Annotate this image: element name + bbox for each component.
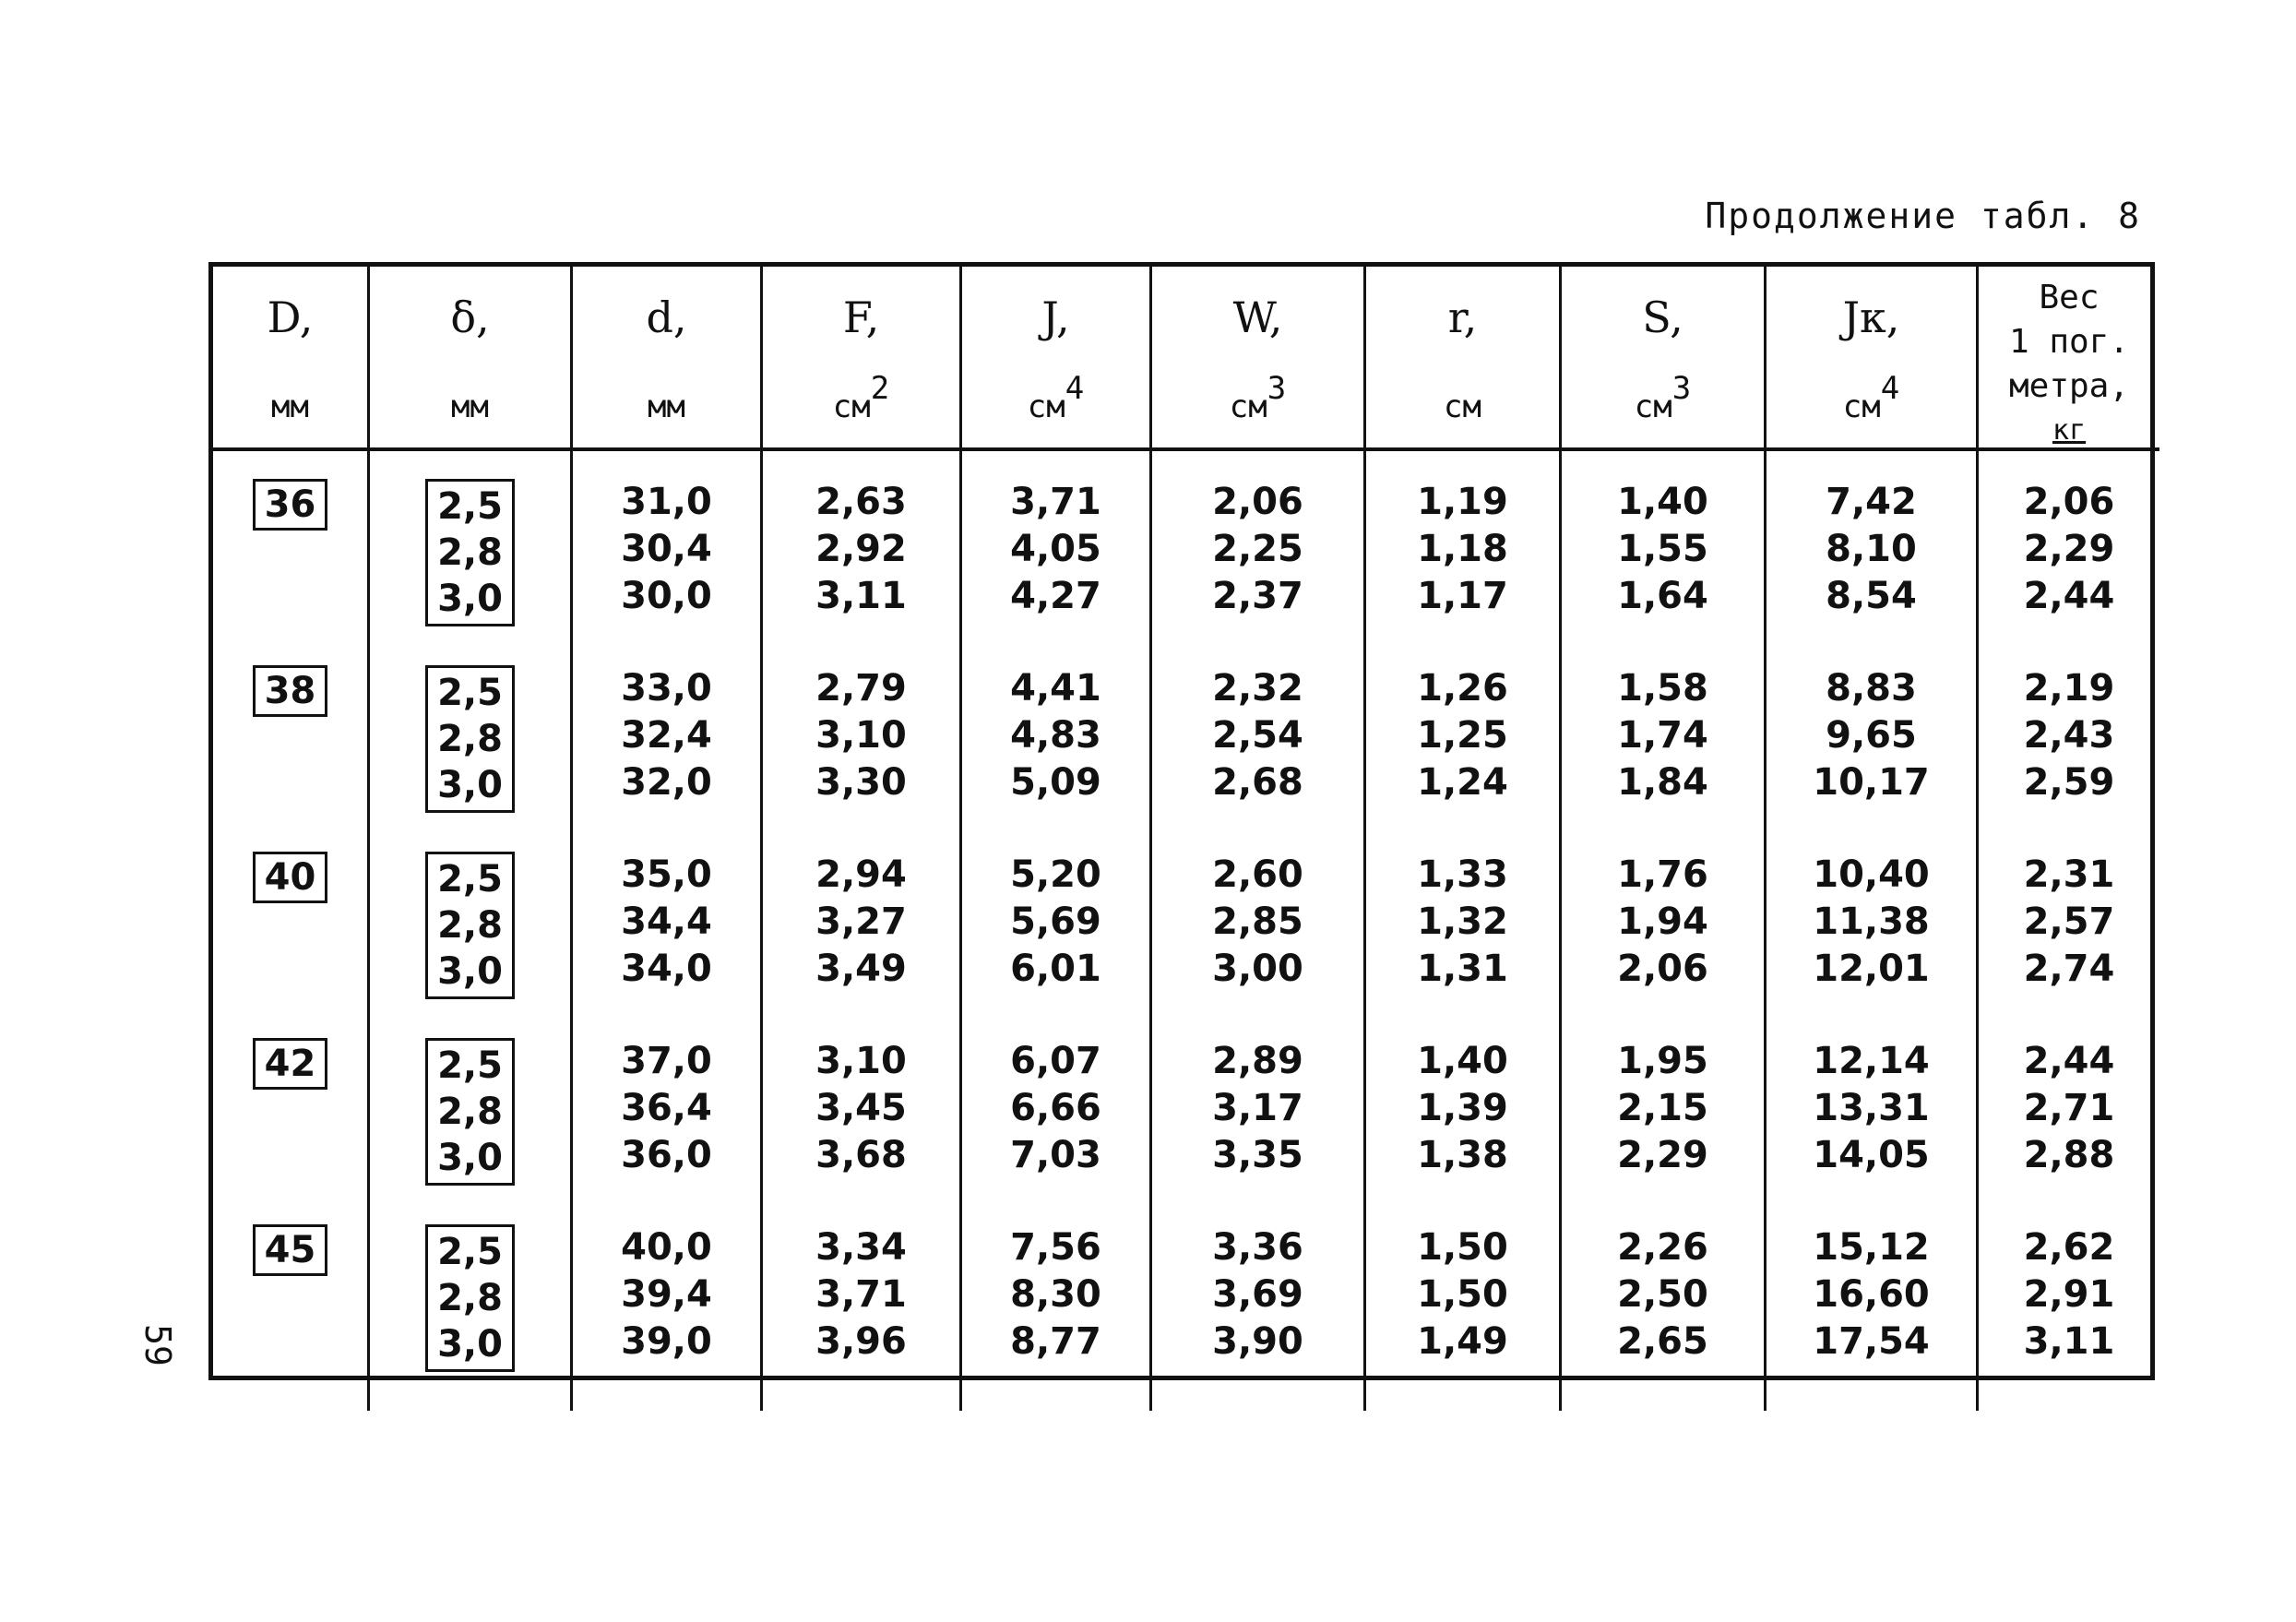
cell-value-F: 3,96 bbox=[815, 1320, 907, 1363]
cell-value-F: 2,92 bbox=[815, 528, 907, 570]
cell-value-S: 1,58 bbox=[1617, 667, 1708, 710]
group-0-D bbox=[213, 479, 367, 665]
group-3-W bbox=[1152, 1038, 1363, 1224]
group-3-r bbox=[1366, 1038, 1559, 1224]
thickness-value: 3,0 bbox=[437, 1137, 503, 1179]
cell-value-weight: 2,59 bbox=[2023, 761, 2115, 804]
cell-value-Jk: 8,10 bbox=[1826, 528, 1917, 570]
header-weight bbox=[1979, 267, 2159, 451]
outer-diameter-value: 38 bbox=[253, 665, 328, 717]
thickness-value: 2,5 bbox=[437, 485, 503, 528]
column-W bbox=[1152, 451, 1366, 1411]
group-0-delta bbox=[370, 479, 570, 665]
cell-value-r: 1,38 bbox=[1417, 1134, 1508, 1176]
thickness-value: 2,5 bbox=[437, 1231, 503, 1273]
group-3-Jk bbox=[1767, 1038, 1976, 1224]
header-symbol: F, bbox=[842, 292, 880, 342]
cell-value-F: 3,27 bbox=[815, 900, 907, 943]
cell-value-F: 3,45 bbox=[815, 1087, 907, 1129]
group-0-F bbox=[763, 479, 959, 665]
header-weight-line2: 1 пог. bbox=[2008, 323, 2130, 361]
thickness-value: 2,8 bbox=[437, 1091, 503, 1133]
group-2-J bbox=[962, 852, 1149, 1038]
cell-value-r: 1,19 bbox=[1417, 481, 1508, 523]
group-0-J bbox=[962, 479, 1149, 665]
cell-value-d: 34,4 bbox=[621, 900, 712, 943]
cell-value-S: 1,55 bbox=[1617, 528, 1708, 570]
column-d bbox=[573, 451, 763, 1411]
cell-value-weight: 2,31 bbox=[2023, 853, 2115, 896]
group-2-F bbox=[763, 852, 959, 1038]
outer-diameter-value: 40 bbox=[253, 852, 328, 903]
cell-value-weight: 2,91 bbox=[2023, 1273, 2115, 1316]
cell-value-W: 2,60 bbox=[1212, 853, 1303, 896]
group-3-d bbox=[573, 1038, 760, 1224]
group-3-F bbox=[763, 1038, 959, 1224]
group-1-delta bbox=[370, 665, 570, 852]
header-weight-line3: метра, bbox=[2008, 367, 2130, 405]
cell-value-F: 2,94 bbox=[815, 853, 907, 896]
cell-value-W: 3,17 bbox=[1212, 1087, 1303, 1129]
cell-value-W: 3,90 bbox=[1212, 1320, 1303, 1363]
cell-value-S: 1,94 bbox=[1617, 900, 1708, 943]
header-unit: $см^4$ bbox=[1842, 370, 1900, 425]
header-symbol: Jк, bbox=[1842, 292, 1900, 342]
cell-value-F: 2,63 bbox=[815, 481, 907, 523]
cell-value-W: 2,85 bbox=[1212, 900, 1303, 943]
properties-table bbox=[208, 262, 2155, 1380]
header-static-moment bbox=[1562, 267, 1767, 451]
column-weight bbox=[1979, 451, 2159, 1411]
thickness-value: 2,8 bbox=[437, 718, 503, 760]
cell-value-weight: 2,62 bbox=[2023, 1226, 2115, 1269]
column-S bbox=[1562, 451, 1767, 1411]
group-3-J bbox=[962, 1038, 1149, 1224]
group-0-W bbox=[1152, 479, 1363, 665]
group-2-weight bbox=[1979, 852, 2159, 1038]
cell-value-W: 2,37 bbox=[1212, 575, 1303, 617]
thickness-value: 3,0 bbox=[437, 578, 503, 620]
header-symbol: S, bbox=[1642, 292, 1683, 342]
header-symbol: W, bbox=[1232, 292, 1283, 342]
cell-value-r: 1,24 bbox=[1417, 761, 1508, 804]
cell-value-Jk: 16,60 bbox=[1813, 1273, 1930, 1316]
cell-value-W: 2,89 bbox=[1212, 1040, 1303, 1082]
header-symbol: δ, bbox=[450, 292, 490, 342]
cell-value-r: 1,25 bbox=[1417, 714, 1508, 757]
group-4-W bbox=[1152, 1224, 1363, 1411]
group-1-d bbox=[573, 665, 760, 852]
cell-value-F: 3,68 bbox=[815, 1134, 907, 1176]
cell-value-d: 32,0 bbox=[621, 761, 712, 804]
cell-value-J: 6,01 bbox=[1010, 948, 1101, 990]
group-3-D bbox=[213, 1038, 367, 1224]
header-unit: $см^3$ bbox=[1634, 370, 1692, 425]
cell-value-S: 1,64 bbox=[1617, 575, 1708, 617]
cell-value-F: 3,49 bbox=[815, 948, 907, 990]
group-4-J bbox=[962, 1224, 1149, 1411]
group-4-D bbox=[213, 1224, 367, 1411]
column-delta bbox=[370, 451, 573, 1411]
cell-value-F: 3,10 bbox=[815, 1040, 907, 1082]
cell-value-d: 39,0 bbox=[621, 1320, 712, 1363]
cell-value-weight: 2,88 bbox=[2023, 1134, 2115, 1176]
thickness-value: 3,0 bbox=[437, 1323, 503, 1366]
column-F bbox=[763, 451, 962, 1411]
cell-value-Jk: 8,54 bbox=[1826, 575, 1917, 617]
group-1-Jk bbox=[1767, 665, 1976, 852]
cell-value-r: 1,18 bbox=[1417, 528, 1508, 570]
cell-value-d: 30,4 bbox=[621, 528, 712, 570]
column-r bbox=[1366, 451, 1562, 1411]
cell-value-F: 3,30 bbox=[815, 761, 907, 804]
group-1-W bbox=[1152, 665, 1363, 852]
cell-value-J: 5,69 bbox=[1010, 900, 1101, 943]
group-4-delta bbox=[370, 1224, 570, 1411]
group-4-d bbox=[573, 1224, 760, 1411]
group-4-S bbox=[1562, 1224, 1764, 1411]
header-radius-of-gyration bbox=[1366, 267, 1562, 451]
group-2-D bbox=[213, 852, 367, 1038]
cell-value-W: 3,35 bbox=[1212, 1134, 1303, 1176]
group-3-weight bbox=[1979, 1038, 2159, 1224]
outer-diameter-value: 42 bbox=[253, 1038, 328, 1090]
cell-value-d: 30,0 bbox=[621, 575, 712, 617]
cell-value-J: 7,56 bbox=[1010, 1226, 1101, 1269]
thickness-value: 3,0 bbox=[437, 764, 503, 806]
cell-value-J: 6,66 bbox=[1010, 1087, 1101, 1129]
table-caption: Продолжение табл. 8 bbox=[1705, 196, 2141, 236]
cell-value-S: 2,29 bbox=[1617, 1134, 1708, 1176]
cell-value-S: 2,06 bbox=[1617, 948, 1708, 990]
thickness-value: 2,5 bbox=[437, 672, 503, 714]
group-4-Jk bbox=[1767, 1224, 1976, 1411]
header-section-modulus bbox=[1152, 267, 1366, 451]
cell-value-J: 7,03 bbox=[1010, 1134, 1101, 1176]
group-4-weight bbox=[1979, 1224, 2159, 1411]
cell-value-J: 4,41 bbox=[1010, 667, 1101, 710]
group-1-J bbox=[962, 665, 1149, 852]
header-wall-thickness bbox=[370, 267, 573, 451]
cell-value-r: 1,26 bbox=[1417, 667, 1508, 710]
cell-value-weight: 2,19 bbox=[2023, 667, 2115, 710]
header-unit: мм bbox=[648, 388, 685, 425]
cell-value-F: 3,11 bbox=[815, 575, 907, 617]
group-4-F bbox=[763, 1224, 959, 1411]
cell-value-J: 4,05 bbox=[1010, 528, 1101, 570]
thickness-box bbox=[425, 479, 515, 626]
cell-value-d: 37,0 bbox=[621, 1040, 712, 1082]
cell-value-weight: 2,57 bbox=[2023, 900, 2115, 943]
cell-value-d: 39,4 bbox=[621, 1273, 712, 1316]
cell-value-F: 2,79 bbox=[815, 667, 907, 710]
cell-value-Jk: 14,05 bbox=[1813, 1134, 1930, 1176]
header-weight-unit: кг bbox=[2052, 414, 2087, 447]
group-0-S bbox=[1562, 479, 1764, 665]
cell-value-J: 5,09 bbox=[1010, 761, 1101, 804]
header-moment-of-inertia bbox=[962, 267, 1152, 451]
group-2-r bbox=[1366, 852, 1559, 1038]
thickness-box bbox=[425, 665, 515, 813]
group-0-d bbox=[573, 479, 760, 665]
cell-value-J: 4,27 bbox=[1010, 575, 1101, 617]
cell-value-Jk: 12,01 bbox=[1813, 948, 1930, 990]
page-number: 59 bbox=[137, 1324, 178, 1366]
cell-value-S: 2,50 bbox=[1617, 1273, 1708, 1316]
cell-value-S: 1,40 bbox=[1617, 481, 1708, 523]
thickness-value: 2,5 bbox=[437, 858, 503, 900]
thickness-box bbox=[425, 852, 515, 999]
thickness-value: 2,8 bbox=[437, 531, 503, 574]
group-2-d bbox=[573, 852, 760, 1038]
group-2-delta bbox=[370, 852, 570, 1038]
cell-value-F: 3,71 bbox=[815, 1273, 907, 1316]
group-0-weight bbox=[1979, 479, 2159, 665]
group-1-F bbox=[763, 665, 959, 852]
thickness-value: 2,5 bbox=[437, 1044, 503, 1087]
cell-value-W: 3,69 bbox=[1212, 1273, 1303, 1316]
thickness-box bbox=[425, 1224, 515, 1372]
cell-value-weight: 2,74 bbox=[2023, 948, 2115, 990]
cell-value-weight: 2,43 bbox=[2023, 714, 2115, 757]
cell-value-d: 36,0 bbox=[621, 1134, 712, 1176]
cell-value-Jk: 15,12 bbox=[1813, 1226, 1930, 1269]
header-unit: $см^4$ bbox=[1027, 370, 1085, 425]
cell-value-weight: 2,44 bbox=[2023, 575, 2115, 617]
cell-value-F: 3,10 bbox=[815, 714, 907, 757]
outer-diameter-value: 45 bbox=[253, 1224, 328, 1276]
cell-value-Jk: 11,38 bbox=[1813, 900, 1930, 943]
cell-value-r: 1,50 bbox=[1417, 1226, 1508, 1269]
header-symbol: J, bbox=[1041, 292, 1070, 342]
cell-value-W: 3,36 bbox=[1212, 1226, 1303, 1269]
cell-value-W: 2,68 bbox=[1212, 761, 1303, 804]
header-unit: см bbox=[1444, 388, 1481, 425]
cell-value-weight: 3,11 bbox=[2023, 1320, 2115, 1363]
cell-value-r: 1,31 bbox=[1417, 948, 1508, 990]
cell-value-S: 2,65 bbox=[1617, 1320, 1708, 1363]
column-J bbox=[962, 451, 1152, 1411]
cell-value-weight: 2,06 bbox=[2023, 481, 2115, 523]
column-Jk bbox=[1767, 451, 1979, 1411]
cell-value-d: 34,0 bbox=[621, 948, 712, 990]
header-symbol: D, bbox=[267, 292, 314, 342]
cell-value-Jk: 13,31 bbox=[1813, 1087, 1930, 1129]
cell-value-W: 2,06 bbox=[1212, 481, 1303, 523]
cell-value-S: 2,15 bbox=[1617, 1087, 1708, 1129]
thickness-value: 2,8 bbox=[437, 1277, 503, 1319]
group-2-Jk bbox=[1767, 852, 1976, 1038]
header-unit: мм bbox=[271, 388, 309, 425]
cell-value-J: 6,07 bbox=[1010, 1040, 1101, 1082]
cell-value-J: 4,83 bbox=[1010, 714, 1101, 757]
cell-value-r: 1,17 bbox=[1417, 575, 1508, 617]
cell-value-F: 3,34 bbox=[815, 1226, 907, 1269]
cell-value-r: 1,33 bbox=[1417, 853, 1508, 896]
group-1-D bbox=[213, 665, 367, 852]
cell-value-Jk: 8,83 bbox=[1826, 667, 1917, 710]
group-3-S bbox=[1562, 1038, 1764, 1224]
header-outer-diameter bbox=[213, 267, 370, 451]
cell-value-Jk: 17,54 bbox=[1813, 1320, 1930, 1363]
cell-value-W: 2,25 bbox=[1212, 528, 1303, 570]
cell-value-Jk: 12,14 bbox=[1813, 1040, 1930, 1082]
cell-value-S: 1,74 bbox=[1617, 714, 1708, 757]
cell-value-r: 1,39 bbox=[1417, 1087, 1508, 1129]
header-area bbox=[763, 267, 962, 451]
cell-value-S: 1,76 bbox=[1617, 853, 1708, 896]
cell-value-d: 31,0 bbox=[621, 481, 712, 523]
header-symbol: d, bbox=[646, 292, 687, 342]
header-torsion-inertia bbox=[1767, 267, 1979, 451]
cell-value-weight: 2,29 bbox=[2023, 528, 2115, 570]
cell-value-weight: 2,71 bbox=[2023, 1087, 2115, 1129]
cell-value-Jk: 10,40 bbox=[1813, 853, 1930, 896]
cell-value-J: 5,20 bbox=[1010, 853, 1101, 896]
cell-value-weight: 2,44 bbox=[2023, 1040, 2115, 1082]
header-weight-line1: Вес bbox=[2039, 279, 2100, 316]
column-D bbox=[213, 451, 370, 1411]
cell-value-W: 2,32 bbox=[1212, 667, 1303, 710]
header-unit: $см^2$ bbox=[832, 370, 890, 425]
outer-diameter-value: 36 bbox=[253, 479, 328, 531]
cell-value-J: 8,30 bbox=[1010, 1273, 1101, 1316]
cell-value-Jk: 10,17 bbox=[1813, 761, 1930, 804]
cell-value-r: 1,32 bbox=[1417, 900, 1508, 943]
group-0-r bbox=[1366, 479, 1559, 665]
header-unit: $см^3$ bbox=[1229, 370, 1287, 425]
group-1-S bbox=[1562, 665, 1764, 852]
cell-value-d: 40,0 bbox=[621, 1226, 712, 1269]
cell-value-Jk: 9,65 bbox=[1826, 714, 1917, 757]
cell-value-S: 2,26 bbox=[1617, 1226, 1708, 1269]
cell-value-r: 1,49 bbox=[1417, 1320, 1508, 1363]
cell-value-W: 3,00 bbox=[1212, 948, 1303, 990]
group-3-delta bbox=[370, 1038, 570, 1224]
header-symbol: r, bbox=[1447, 292, 1478, 342]
header-unit: мм bbox=[451, 388, 489, 425]
group-1-weight bbox=[1979, 665, 2159, 852]
cell-value-r: 1,40 bbox=[1417, 1040, 1508, 1082]
cell-value-J: 3,71 bbox=[1010, 481, 1101, 523]
cell-value-S: 1,95 bbox=[1617, 1040, 1708, 1082]
group-2-S bbox=[1562, 852, 1764, 1038]
cell-value-S: 1,84 bbox=[1617, 761, 1708, 804]
thickness-value: 2,8 bbox=[437, 904, 503, 947]
cell-value-W: 2,54 bbox=[1212, 714, 1303, 757]
cell-value-r: 1,50 bbox=[1417, 1273, 1508, 1316]
thickness-value: 3,0 bbox=[437, 950, 503, 993]
group-2-W bbox=[1152, 852, 1363, 1038]
cell-value-J: 8,77 bbox=[1010, 1320, 1101, 1363]
thickness-box bbox=[425, 1038, 515, 1186]
cell-value-d: 35,0 bbox=[621, 853, 712, 896]
cell-value-Jk: 7,42 bbox=[1826, 481, 1917, 523]
header-inner-diameter bbox=[573, 267, 763, 451]
cell-value-d: 33,0 bbox=[621, 667, 712, 710]
cell-value-d: 36,4 bbox=[621, 1087, 712, 1129]
cell-value-d: 32,4 bbox=[621, 714, 712, 757]
group-0-Jk bbox=[1767, 479, 1976, 665]
group-4-r bbox=[1366, 1224, 1559, 1411]
group-1-r bbox=[1366, 665, 1559, 852]
